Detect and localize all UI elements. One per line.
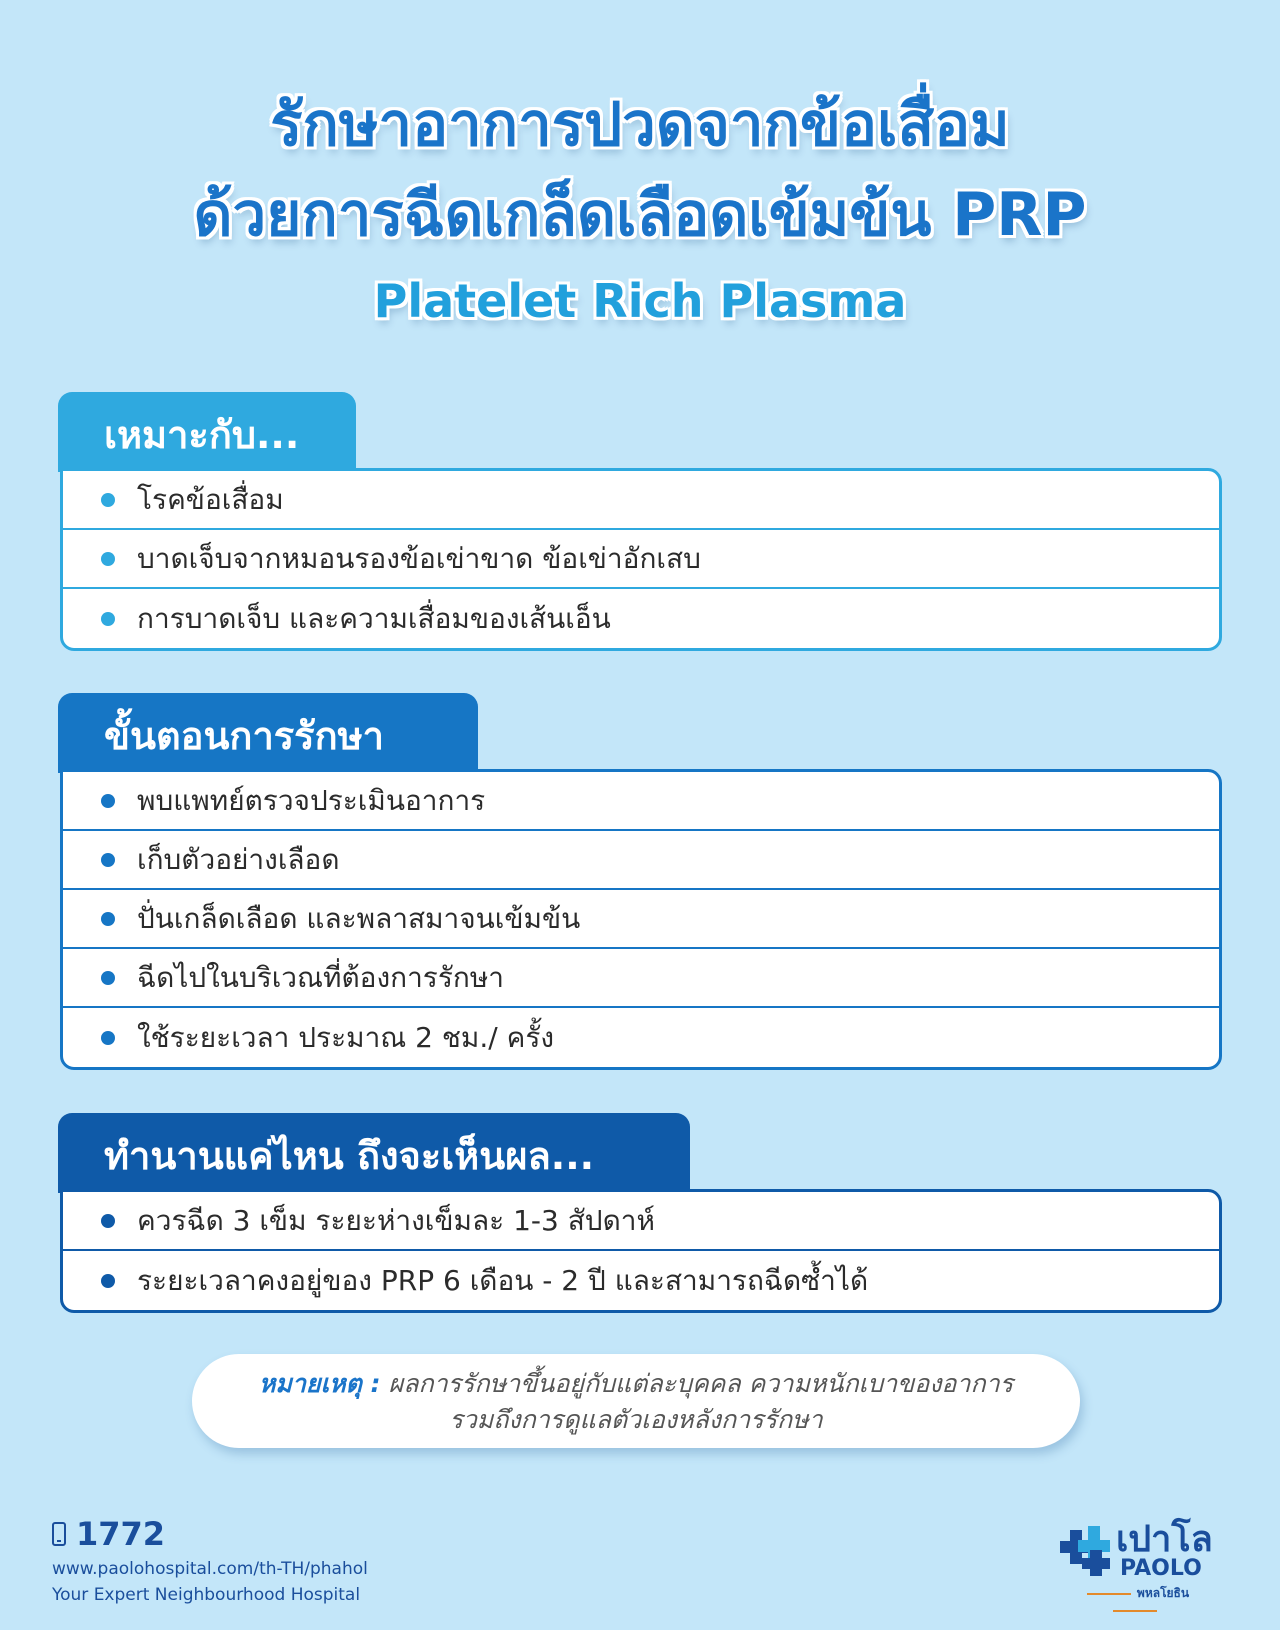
note-label: หมายเหตุ : [258, 1369, 381, 1398]
bullet-icon [101, 1214, 115, 1228]
bullet-icon [101, 612, 115, 626]
item-list [60, 1189, 1222, 1313]
paolo-logo [1060, 1520, 1220, 1600]
section-suitable-for [58, 392, 1222, 652]
list-item-text: โรคข้อเสื่อม [137, 482, 284, 516]
cross-logo-icon [1060, 1526, 1116, 1578]
list-item-text: ปั่นเกล็ดเลือด และพลาสมาจนเข้มข้น [137, 901, 581, 935]
list-item-text: ใช้ระยะเวลา ประมาณ 2 ชม./ ครั้ง [137, 1020, 555, 1054]
logo-english-text: PAOLO [1120, 1556, 1202, 1581]
list-item [63, 530, 1219, 589]
title-line-1: รักษาอาการปวดจากข้อเสื่อม [270, 90, 1010, 160]
section-title: ทำนานแค่ไหน ถึงจะเห็นผล... [104, 1134, 595, 1178]
section-treatment-steps [58, 693, 1222, 1073]
section-tab [58, 1113, 690, 1193]
section-title: ขั้นตอนการรักษา [104, 714, 384, 758]
item-list [60, 468, 1222, 651]
note-line-1: ผลการรักษาขึ้นอยู่กับแต่ละบุคคล ความหนักเบาของอาการ [388, 1369, 1014, 1398]
section-title: เหมาะกับ... [104, 413, 300, 457]
list-item [63, 890, 1219, 949]
list-item [63, 589, 1219, 648]
logo-thai-text: เปาโล [1116, 1519, 1213, 1560]
list-item-text: เก็บตัวอย่างเลือด [137, 842, 340, 876]
list-item-text: การบาดเจ็บ และความเสื่อมของเส้นเอ็น [137, 601, 611, 635]
bullet-icon [101, 493, 115, 507]
list-item [63, 1251, 1219, 1310]
bullet-icon [101, 1031, 115, 1045]
phone-icon [52, 1522, 66, 1546]
tagline: Your Expert Neighbourhood Hospital [52, 1585, 361, 1605]
list-item [63, 831, 1219, 890]
list-item [63, 1192, 1219, 1251]
list-item [63, 471, 1219, 530]
website-link[interactable]: www.paolohospital.com/th-TH/phahol [52, 1559, 368, 1579]
section-tab [58, 693, 478, 773]
list-item-text: ควรฉีด 3 เข็ม ระยะห่างเข็มละ 1-3 สัปดาห์ [137, 1203, 655, 1237]
list-item-text: ฉีดไปในบริเวณที่ต้องการรักษา [137, 960, 505, 994]
list-item [63, 1008, 1219, 1067]
list-item [63, 949, 1219, 1008]
section-tab [58, 392, 356, 472]
bullet-icon [101, 912, 115, 926]
item-list [60, 769, 1222, 1070]
title-line-3: Platelet Rich Plasma [373, 274, 907, 328]
bullet-icon [101, 853, 115, 867]
logo-branch: พหลโยธิน [1060, 1584, 1210, 1617]
bullet-icon [101, 1274, 115, 1288]
section-results-timing [58, 1113, 1222, 1313]
bullet-icon [101, 552, 115, 566]
note-line-2: รวมถึงการดูแลตัวเองหลังการรักษา [449, 1405, 823, 1434]
bullet-icon [101, 971, 115, 985]
bullet-icon [101, 794, 115, 808]
title-line-2: ด้วยการฉีดเกล็ดเลือดเข้มข้น PRP [193, 180, 1087, 250]
list-item-text: บาดเจ็บจากหมอนรองข้อเข่าขาด ข้อเข่าอักเสบ [137, 541, 701, 575]
list-item-text: ระยะเวลาคงอยู่ของ PRP 6 เดือน - 2 ปี และสามารถฉีดซ้ำได้ [137, 1263, 869, 1297]
list-item-text: พบแพทย์ตรวจประเมินอาการ [137, 783, 486, 817]
footer-contact [52, 1516, 368, 1606]
phone-number[interactable]: 1772 [76, 1515, 166, 1553]
list-item [63, 772, 1219, 831]
note-box [192, 1354, 1080, 1448]
